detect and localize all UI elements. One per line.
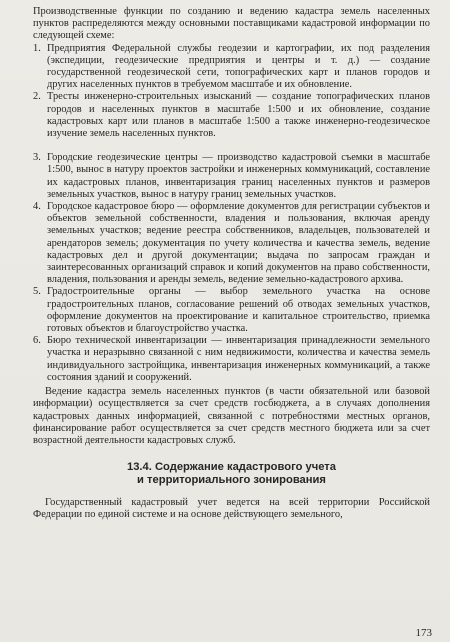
list-item-number: 1. <box>33 42 41 54</box>
list-item-text: Предприятия Федеральной службы геодезии и картографии, их под разделения (экспедиции, геодезические предприятия и центры и т. д.) — создание государственной геодезической сети, топографических карт и планов городов и других населенных пунктов в требуемом масштабе и их обновление. <box>47 42 430 91</box>
list-item <box>33 201 430 286</box>
section-heading <box>33 461 430 487</box>
list-item <box>33 286 430 335</box>
section-heading-line: 13.4. Содержание кадастрового учета <box>126 461 337 474</box>
body-paragraph: Государственный кадастровый учет ведется на всей территории Российской Федерации по единой системе и на основе действующего земельного, <box>33 497 430 521</box>
list-item-number: 6. <box>33 335 41 347</box>
list-item-text: Городские геодезические центры — производство кадастровой съемки в масштабе 1:500, вынос в натуру проектов застройки и инженерных коммуникаций, составление их кадастровых планов, инвентаризация границ населенных пунктов и размеров земельных участков, вынос в натуру границ земельных участков. <box>47 152 430 200</box>
list-item-number: 3. <box>33 152 41 164</box>
intro-paragraph: Производственные функции по созданию и ведению кадастра земель населенных пунктов распределяются между основными поставщиками кадастровой информации по следующей схеме: <box>33 6 430 42</box>
closing-paragraph: Ведение кадастра земель населенных пунктов (в части обязательной или базовой информации) осуществляется за счет средств госбюджета, а в случаях дополнения кадастровых данных информацией, связанной с потребностями местных органов, финансирование работ осуществляется за счет средств местного бюджета или за счет возрастной деятельности кадастровых служб. <box>33 386 430 446</box>
functions-list <box>33 43 430 384</box>
list-item-number: 4. <box>33 201 41 213</box>
list-item <box>33 152 430 201</box>
list-item-text: Городское кадастровое бюро — оформление документов для регистрации субъектов и объектов земельной собственности, владения и пользования, включая аренду земельных участков; ведение реестра собственников, владельцев, пользователей и арендаторов земель; документация по учету количества и качества земель, ведение кадастровых дел и другой документации; выдача по запросам граждан и заинтересованных организаций справок и копий документов на право собственности, владения, пользования и аренды земель, ведение земельно-кадастрового архива. <box>47 201 430 286</box>
list-item-text: Тресты инженерно-строительных изысканий — создание топографических планов городов и населенных пунктов в масштабе 1:500 и их обновление, создание кадастровых карт или планов в масштабе 1:500 а также инженерно-геодезическое изучение земель населенных пунктов. <box>47 91 430 140</box>
list-item <box>33 335 430 384</box>
list-item <box>33 43 430 92</box>
page-number: 173 <box>415 627 432 639</box>
section-heading-line: и территориального зонирования <box>137 474 326 487</box>
list-item-number: 2. <box>33 91 41 103</box>
list-item-number: 5. <box>33 286 41 298</box>
list-item <box>33 91 430 140</box>
list-item-text: Бюро технической инвентаризации — инвентаризация принадлежности земельного участка и неразрывно связанной с ним недвижимости, количества и качества земель индивидуального застройщика, инвентаризация инженерных коммуникаций, а также состояния зданий и сооружений. <box>47 335 430 383</box>
list-item-text: Градостроительные органы — выбор земельного участка на основе градостроительных планов, согласование решений об отводах земельных участков, оформление документов на проектирование и капитальное строительство, приемка готовых объектов и благоустройство участка. <box>47 286 430 335</box>
